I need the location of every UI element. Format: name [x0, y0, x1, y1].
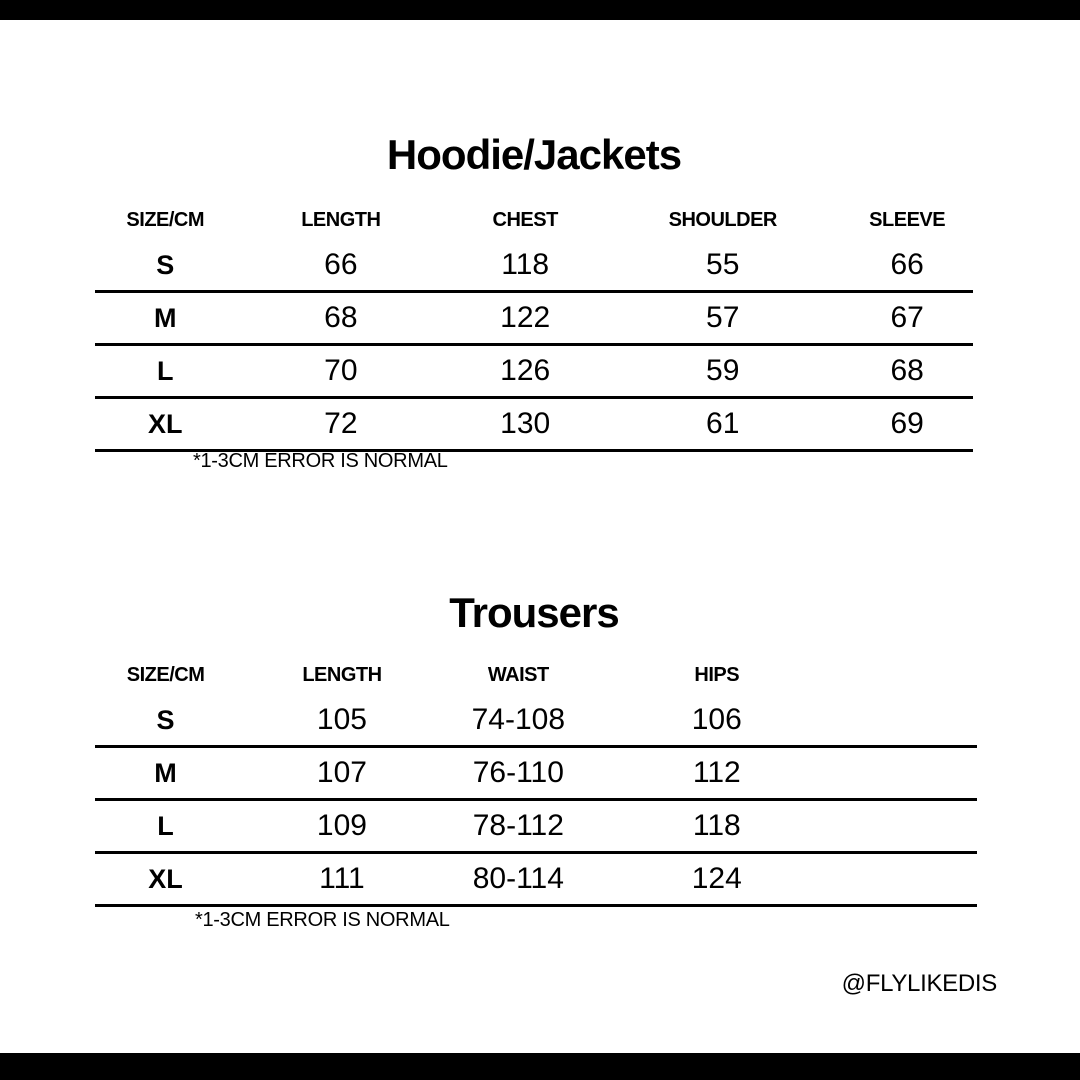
- hoodie-header-chest: CHEST: [492, 208, 558, 231]
- hoodie-header-size: SIZE/CM: [126, 208, 205, 231]
- trousers-size-table: [95, 655, 977, 907]
- table-row: [95, 345, 973, 398]
- hoodie-section-title: Hoodie/Jackets: [386, 131, 682, 178]
- value-cell: 72: [235, 398, 446, 451]
- size-cell: L: [95, 800, 236, 853]
- value-cell: 112: [589, 747, 845, 800]
- trousers-header-hips: HIPS: [694, 663, 740, 686]
- value-cell: 105: [236, 695, 448, 747]
- value-cell: 59: [604, 345, 841, 398]
- value-cell: 76-110: [448, 747, 589, 800]
- table-row: [95, 240, 973, 292]
- empty-cell: [845, 747, 977, 800]
- value-cell: 74-108: [448, 695, 589, 747]
- empty-cell: [845, 800, 977, 853]
- table-row: [95, 853, 977, 906]
- size-cell: XL: [95, 853, 236, 906]
- value-cell: 66: [841, 240, 973, 292]
- value-cell: 106: [589, 695, 845, 747]
- value-cell: 61: [604, 398, 841, 451]
- value-cell: 80-114: [448, 853, 589, 906]
- empty-cell: [845, 695, 977, 747]
- value-cell: 118: [589, 800, 845, 853]
- size-cell: M: [95, 747, 236, 800]
- value-cell: 67: [841, 292, 973, 345]
- value-cell: 122: [446, 292, 604, 345]
- value-cell: 126: [446, 345, 604, 398]
- value-cell: 118: [446, 240, 604, 292]
- value-cell: 68: [235, 292, 446, 345]
- trousers-section-title: Trousers: [449, 589, 619, 636]
- value-cell: 130: [446, 398, 604, 451]
- table-row: [95, 747, 977, 800]
- trousers-error-note: *1-3CM ERROR IS NORMAL: [195, 909, 450, 931]
- value-cell: 55: [604, 240, 841, 292]
- table-row: [95, 695, 977, 747]
- value-cell: 124: [589, 853, 845, 906]
- bottom-black-bar: [0, 1053, 1080, 1080]
- hoodie-header-shoulder: SHOULDER: [668, 208, 777, 231]
- value-cell: 111: [236, 853, 448, 906]
- trousers-header-size: SIZE/CM: [126, 663, 205, 686]
- value-cell: 69: [841, 398, 973, 451]
- value-cell: 109: [236, 800, 448, 853]
- value-cell: 78-112: [448, 800, 589, 853]
- empty-header: [845, 655, 977, 695]
- value-cell: 57: [604, 292, 841, 345]
- value-cell: 70: [235, 345, 446, 398]
- size-cell: S: [95, 695, 236, 747]
- hoodie-error-note: *1-3CM ERROR IS NORMAL: [193, 450, 448, 472]
- hoodie-size-table: [95, 200, 973, 452]
- value-cell: 66: [235, 240, 446, 292]
- trousers-header-length: LENGTH: [302, 663, 382, 686]
- hoodie-header-length: LENGTH: [301, 208, 381, 231]
- hoodie-header-sleeve: SLEEVE: [869, 208, 946, 231]
- size-cell: L: [95, 345, 235, 398]
- table-row: [95, 800, 977, 853]
- size-cell: S: [95, 240, 235, 292]
- table-row: [95, 292, 973, 345]
- top-black-bar: [0, 0, 1080, 20]
- empty-cell: [845, 853, 977, 906]
- size-cell: XL: [95, 398, 235, 451]
- brand-handle: @FLYLIKEDIS: [841, 970, 997, 997]
- value-cell: 107: [236, 747, 448, 800]
- trousers-header-waist: WAIST: [487, 663, 549, 686]
- value-cell: 68: [841, 345, 973, 398]
- size-cell: M: [95, 292, 235, 345]
- hoodie-header-row: [95, 200, 973, 240]
- table-row: [95, 398, 973, 451]
- trousers-header-row: [95, 655, 977, 695]
